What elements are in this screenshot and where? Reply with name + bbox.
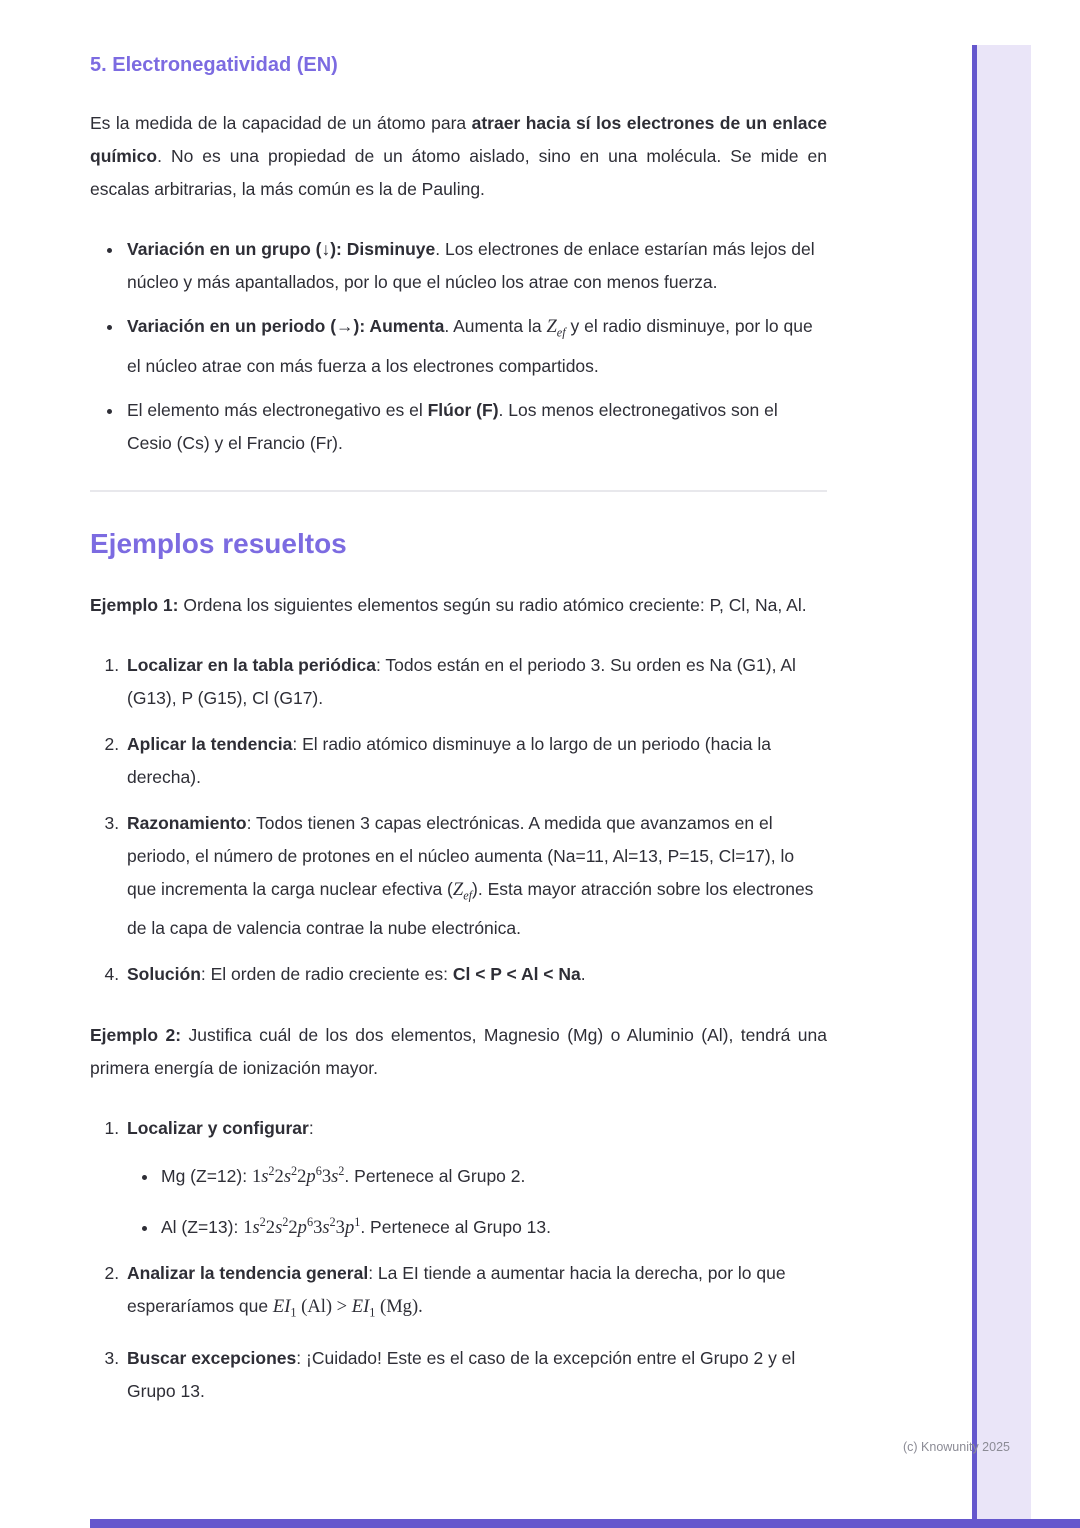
example1-lead-paragraph: Ejemplo 1: Ordena los siguientes elementos según su radio atómico creciente: P, Cl, Na, Al. — [90, 594, 807, 615]
electron-config-list — [127, 1155, 827, 1244]
examples-heading: Ejemplos resueltos — [90, 527, 347, 559]
list-item-variacion-periodo: • Variación en un periodo (→): Aumenta. Aumenta la $Z_{ef}$ y el radio disminuye, por lo que el núcleo atrae con más fuerza a los electrones compartidos. — [124, 310, 827, 383]
example2-lead-paragraph: Ejemplo 2: Justifica cuál de los dos elementos, Magnesio (Mg) o Aluminio (Al), tendrá una primera energía de ionización mayor. — [90, 1025, 827, 1078]
right-accent-strip — [977, 45, 1031, 1528]
list-item-elemento-mas-electronegativo: • El elemento más electronegativo es el Flúor (F). Los menos electronegativos son el Cesio (Cs) y el Francio (Fr). — [124, 394, 827, 460]
list-item-step-razonamiento: 3. Razonamiento: Todos tienen 3 capas electrónicas. A medida que avanzamos en el periodo, el número de protones en el núcleo aumenta (Na=11, Al=13, P=15, Cl=17), lo que incrementa la carga nuclear efectiva $(Z_{ef})$. Esta mayor atracción sobre los electrones de la capa de valencia contrae la nube electrónica. — [124, 807, 827, 946]
right-accent-line — [972, 45, 977, 1528]
copyright-note: (c) Knowunity 2025 — [902, 1440, 1010, 1454]
list-item-step-localizar: 1. Localizar en la tabla periódica: Todos están en el periodo 3. Su orden es Na (G1), Al (G13), P (G15), Cl (G17). — [124, 649, 827, 715]
step-localizar-configurar-label: Localizar y configurar: — [127, 1118, 314, 1138]
list-item-config-al: • Al (Z=13): $1s^22s^22p^63s^23p^1$. Pertenece al Grupo 13. — [159, 1206, 827, 1244]
list-item-step-localizar-configurar — [124, 1112, 827, 1244]
example2-steps-list — [90, 1112, 827, 1408]
list-item-step-buscar-excepciones: 3. Buscar excepciones: ¡Cuidado! Este es el caso de la excepción entre el Grupo 2 y el Grupo 13. — [124, 1342, 827, 1408]
list-item-step-analizar-tendencia: 2. Analizar la tendencia general: La EI tiende a aumentar hacia la derecha, por lo que esperaríamos que $EI_1$ $(Al) > EI_1$ (Mg). — [124, 1257, 827, 1330]
section-heading-electronegatividad: 5. Electronegatividad (EN) — [90, 54, 338, 76]
section-divider — [90, 490, 827, 492]
example1-steps-list — [90, 649, 827, 992]
electronegatividad-trend-list — [90, 233, 827, 460]
bottom-accent-bar — [90, 1519, 1080, 1528]
list-item-step-solucion: 4. Solución: El orden de radio creciente es: Cl < P < Al < Na. — [124, 958, 827, 991]
list-item-variacion-grupo: • Variación en un grupo (↓): Disminuye. Los electrones de enlace estarían más lejos del núcleo y más apantallados, por lo que el núcleo los atrae con menos fuerza. — [124, 233, 827, 299]
electronegatividad-intro-paragraph: Es la medida de la capacidad de un átomo para atraer hacia sí los electrones de un enlace químico. No es una propiedad de un átomo aislado, sino en una molécula. Se mide en escalas arbitrarias, la más común es la de Pauling. — [90, 113, 827, 199]
list-item-config-mg: • Mg (Z=12): $1s^22s^22p^63s^2$. Pertenece al Grupo 2. — [159, 1155, 827, 1193]
list-item-step-aplicar-tendencia: 2. Aplicar la tendencia: El radio atómico disminuye a lo largo de un periodo (hacia la derecha). — [124, 728, 827, 794]
